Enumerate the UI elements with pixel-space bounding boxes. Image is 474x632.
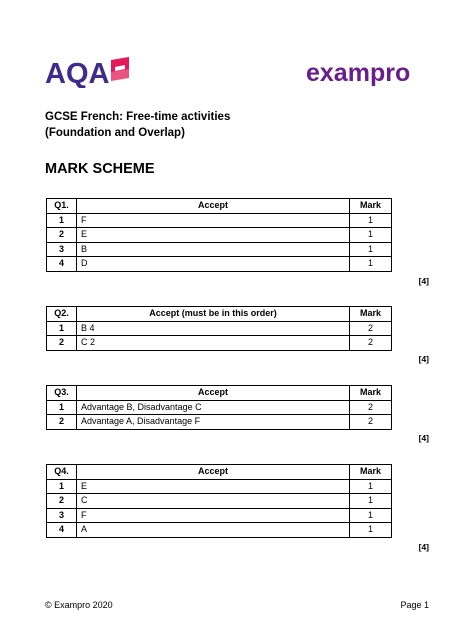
mark-header: Mark [350, 199, 392, 214]
question-label: Q4. [47, 465, 77, 480]
item-number: 1 [47, 321, 77, 336]
accept-answer: B [77, 242, 350, 257]
table-row [47, 321, 392, 336]
accept-answer: Advantage B, Disadvantage C [77, 400, 350, 415]
q3-total-marks: [4] [418, 433, 429, 443]
mark-value: 1 [350, 494, 392, 509]
document-subtitle: (Foundation and Overlap) [45, 127, 185, 139]
mark-value: 2 [350, 336, 392, 351]
accept-header: Accept [77, 199, 350, 214]
table-row [47, 415, 392, 430]
table-header-row [47, 307, 392, 322]
question-label: Q2. [47, 307, 77, 322]
table-row [47, 494, 392, 509]
q3-mark-table [46, 385, 392, 430]
accept-answer: C 2 [77, 336, 350, 351]
mark-header: Mark [350, 465, 392, 480]
exampro-logo [306, 58, 432, 88]
item-number: 3 [47, 508, 77, 523]
q1-total-marks: [4] [418, 276, 429, 286]
item-number: 4 [47, 523, 77, 538]
page-heading: MARK SCHEME [45, 161, 155, 177]
accept-answer: C [77, 494, 350, 509]
mark-value: 1 [350, 257, 392, 272]
table-header-row [47, 465, 392, 480]
mark-value: 1 [350, 242, 392, 257]
aqa-logo-text: AQA [45, 58, 110, 88]
table-header-row [47, 199, 392, 214]
item-number: 1 [47, 213, 77, 228]
table-row [47, 213, 392, 228]
accept-answer: E [77, 228, 350, 243]
question-label: Q3. [47, 386, 77, 401]
mark-value: 1 [350, 523, 392, 538]
mark-header: Mark [350, 386, 392, 401]
aqa-logo [45, 56, 131, 88]
document-title: GCSE French: Free-time activities [45, 111, 231, 123]
q2-mark-table [46, 306, 392, 351]
table-row [47, 257, 392, 272]
exampro-logo-text: exampro [306, 59, 411, 87]
table-header-row [47, 386, 392, 401]
accept-header: Accept (must be in this order) [77, 307, 350, 322]
table-row [47, 242, 392, 257]
item-number: 2 [47, 415, 77, 430]
q2-total-marks: [4] [418, 354, 429, 364]
item-number: 4 [47, 257, 77, 272]
item-number: 2 [47, 228, 77, 243]
table-row [47, 228, 392, 243]
table-row [47, 508, 392, 523]
item-number: 3 [47, 242, 77, 257]
mark-value: 2 [350, 415, 392, 430]
item-number: 2 [47, 336, 77, 351]
mark-value: 1 [350, 508, 392, 523]
q1-mark-table [46, 198, 392, 272]
accept-answer: D [77, 257, 350, 272]
accept-answer: E [77, 479, 350, 494]
question-label: Q1. [47, 199, 77, 214]
mark-value: 2 [350, 321, 392, 336]
item-number: 2 [47, 494, 77, 509]
mark-header: Mark [350, 307, 392, 322]
q4-total-marks: [4] [418, 542, 429, 552]
table-row [47, 400, 392, 415]
item-number: 1 [47, 479, 77, 494]
mark-value: 1 [350, 213, 392, 228]
footer-copyright: © Exampro 2020 [45, 600, 113, 610]
mark-value: 1 [350, 479, 392, 494]
mark-value: 2 [350, 400, 392, 415]
accept-header: Accept [77, 386, 350, 401]
accept-answer: B 4 [77, 321, 350, 336]
accept-answer: F [77, 213, 350, 228]
accept-answer: Advantage A, Disadvantage F [77, 415, 350, 430]
footer-page-number: Page 1 [400, 600, 429, 610]
table-row [47, 336, 392, 351]
accept-answer: A [77, 523, 350, 538]
item-number: 1 [47, 400, 77, 415]
q4-mark-table [46, 464, 392, 538]
table-row [47, 479, 392, 494]
accept-header: Accept [77, 465, 350, 480]
aqa-flag-icon [111, 57, 129, 81]
mark-value: 1 [350, 228, 392, 243]
table-row [47, 523, 392, 538]
accept-answer: F [77, 508, 350, 523]
